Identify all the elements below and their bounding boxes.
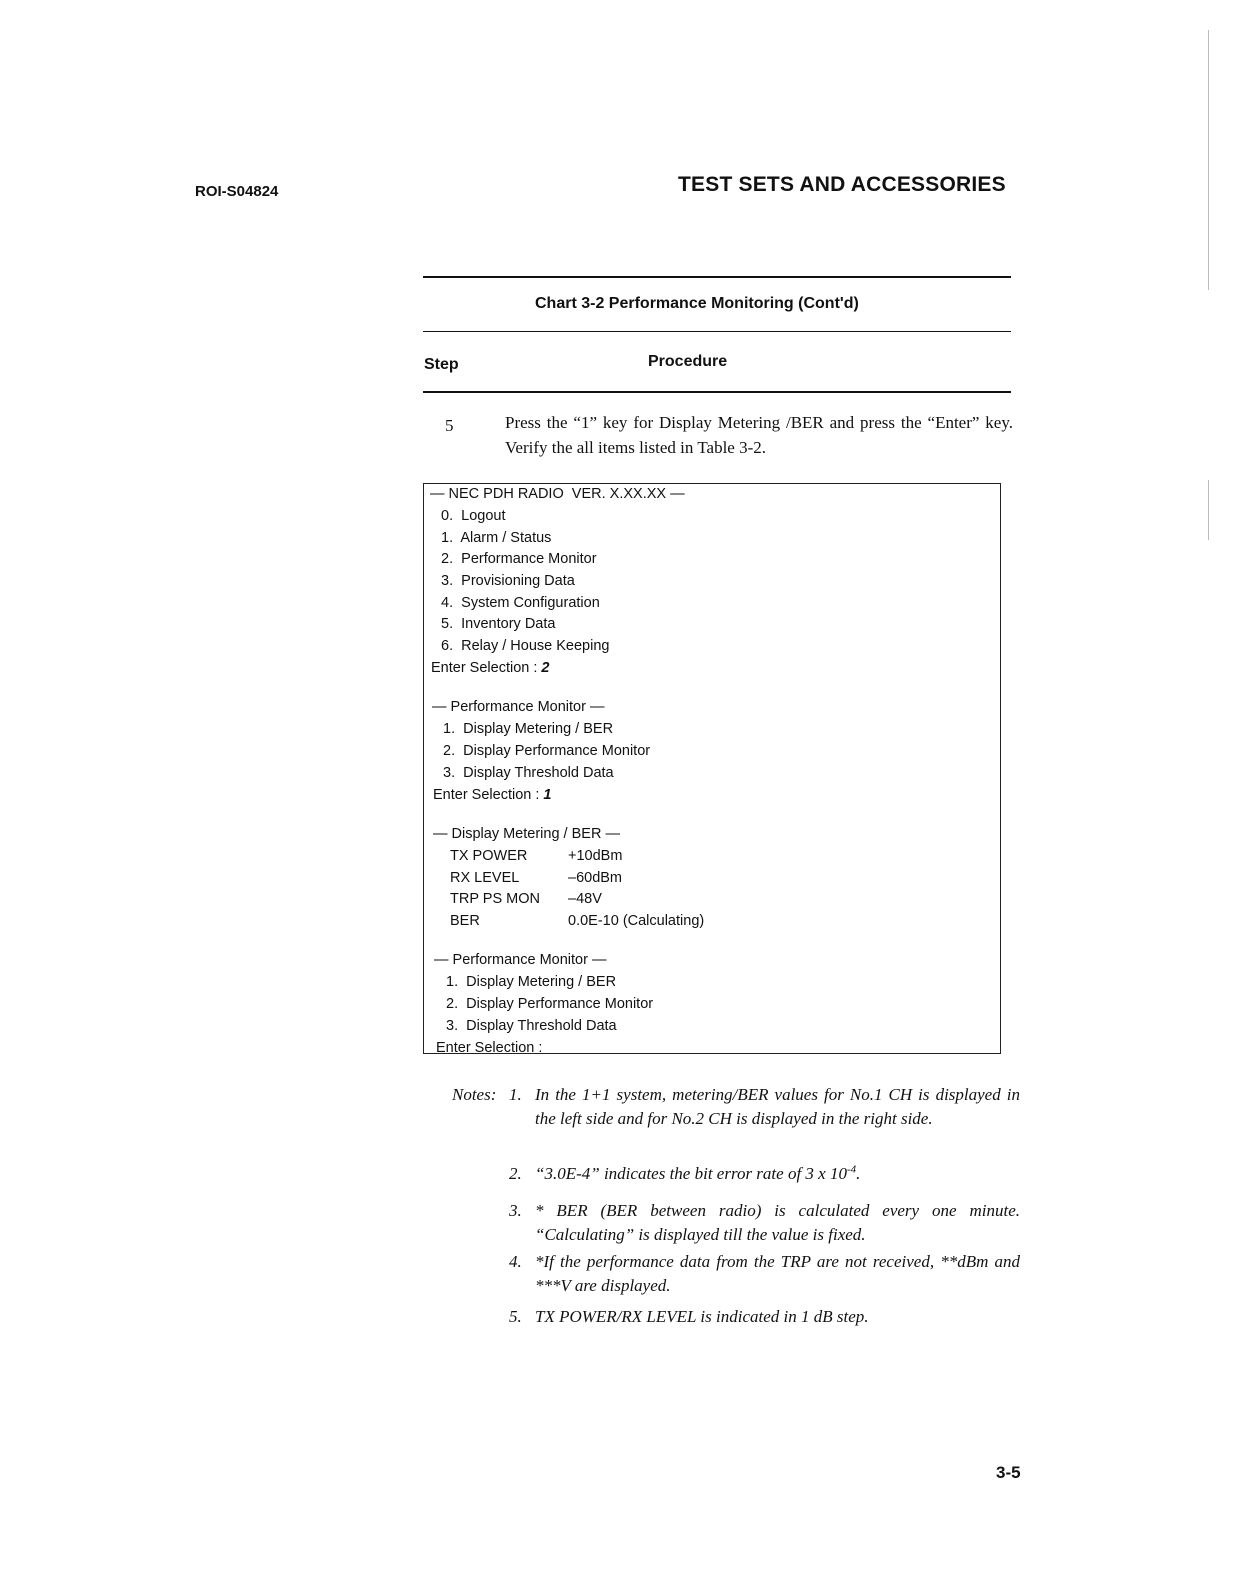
enter-selection-prompt <box>433 786 552 804</box>
enter-selection-prompt <box>431 659 550 677</box>
note-exponent: -4 <box>846 1163 857 1176</box>
menu-item-system-configuration: 4. System Configuration <box>441 595 600 611</box>
header-rule <box>423 391 1011 393</box>
page-number: 3-5 <box>996 1463 1021 1482</box>
note-text: *If the performance data from the TRP are not received, **dBm and ***V are displayed. <box>535 1252 1020 1295</box>
note-number: 5. <box>509 1307 522 1326</box>
metering-label-rx-level: RX LEVEL <box>450 870 520 886</box>
note-text <box>535 1162 1020 1186</box>
table-top-rule <box>423 276 1011 278</box>
metering-value-tx-power: +10dBm <box>568 848 623 864</box>
terminal-title: — NEC PDH RADIO VER. X.XX.XX — <box>430 486 685 502</box>
pm-item-display-threshold: 3. Display Threshold Data <box>443 765 614 781</box>
metering-value-trp-ps-mon: –48V <box>568 891 602 907</box>
pm-item-display-threshold: 3. Display Threshold Data <box>446 1018 617 1034</box>
scan-edge-mark <box>1208 480 1209 540</box>
column-header-procedure: Procedure <box>648 353 728 370</box>
pm-item-display-performance: 2. Display Performance Monitor <box>446 996 654 1012</box>
step-instruction: Press the “1” key for Display Metering /BER and press the “Enter” key. Verify the all items listed in Table 3-2. <box>505 413 1013 457</box>
note-number: 3. <box>509 1201 522 1220</box>
column-header-step: Step <box>424 356 459 373</box>
metering-value-rx-level: –60dBm <box>568 870 623 886</box>
step-number: 5 <box>445 416 454 435</box>
note-number: 2. <box>509 1164 522 1183</box>
performance-monitor-title: — Performance Monitor — <box>432 699 605 715</box>
enter-selection-label: Enter Selection : <box>431 660 542 676</box>
metering-label-ber: BER <box>450 913 480 929</box>
performance-monitor-title: — Performance Monitor — <box>434 952 607 968</box>
note-text-end: . <box>856 1164 861 1183</box>
scan-edge-mark <box>1208 30 1209 290</box>
note-text: * BER (BER between radio) is calculated every one minute. “Calculating” is displayed till the value is fixed. <box>535 1201 1020 1244</box>
document-id: ROI-S04824 <box>195 183 279 200</box>
pm-item-display-performance: 2. Display Performance Monitor <box>443 743 651 759</box>
enter-selection-prompt-final: Enter Selection : <box>436 1040 543 1056</box>
note-number: 4. <box>509 1252 522 1271</box>
menu-item-logout: 0. Logout <box>441 508 506 524</box>
menu-item-provisioning-data: 3. Provisioning Data <box>441 573 575 589</box>
metering-label-trp-ps-mon: TRP PS MON <box>450 891 540 907</box>
caption-rule <box>423 331 1011 332</box>
menu-item-alarm-status: 1. Alarm / Status <box>441 530 552 546</box>
terminal-screen <box>423 483 1001 1054</box>
selection-value: 1 <box>543 787 552 803</box>
menu-item-performance-monitor: 2. Performance Monitor <box>441 551 597 567</box>
note-text-main: “3.0E-4” indicates the bit error rate of 3 x 10 <box>535 1164 847 1183</box>
note-number: 1. <box>509 1085 522 1104</box>
notes-label: Notes: <box>452 1085 497 1104</box>
note-text: In the 1+1 system, metering/BER values for No.1 CH is displayed in the left side and for No.2 CH is displayed in the right side. <box>535 1085 1020 1128</box>
chart-caption: Chart 3-2 Performance Monitoring (Cont'd) <box>535 295 859 312</box>
section-title: TEST SETS AND ACCESSORIES <box>678 173 1006 196</box>
display-metering-title: — Display Metering / BER — <box>433 826 620 842</box>
note-text: TX POWER/RX LEVEL is indicated in 1 dB step. <box>535 1307 869 1326</box>
metering-value-ber: 0.0E-10 (Calculating) <box>568 913 705 929</box>
metering-label-tx-power: TX POWER <box>450 848 528 864</box>
menu-item-inventory-data: 5. Inventory Data <box>441 616 556 632</box>
pm-item-display-metering: 1. Display Metering / BER <box>443 721 614 737</box>
selection-value: 2 <box>541 660 550 676</box>
enter-selection-label: Enter Selection : <box>433 787 544 803</box>
menu-item-relay-house-keeping: 6. Relay / House Keeping <box>441 638 610 654</box>
pm-item-display-metering: 1. Display Metering / BER <box>446 974 617 990</box>
